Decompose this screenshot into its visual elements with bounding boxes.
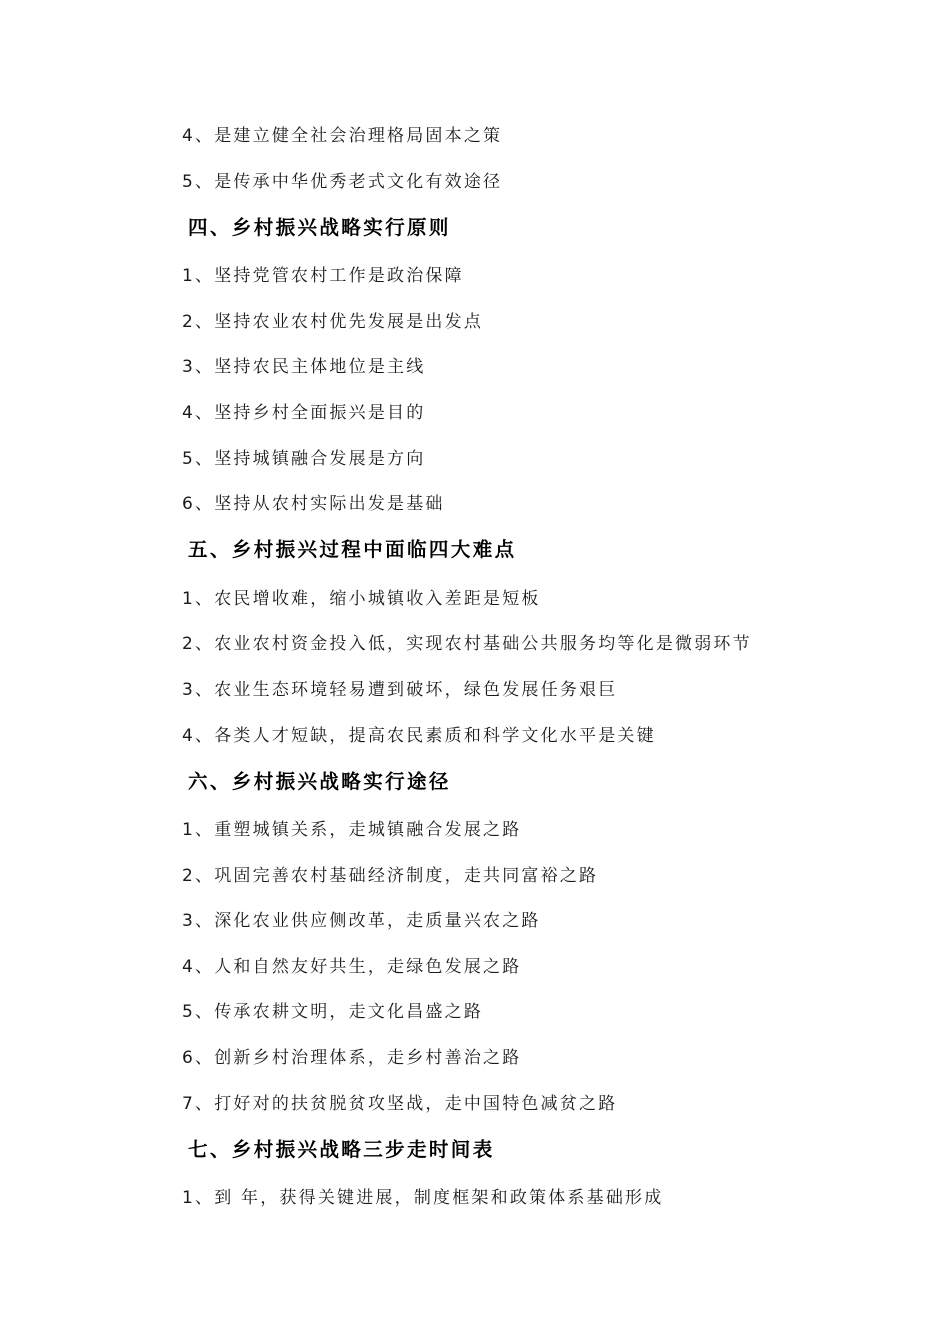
list-item: 7、打好对的扶贫脱贫攻坚战，走中国特色减贫之路 xyxy=(182,1094,618,1114)
list-item: 2、巩固完善农村基础经济制度，走共同富裕之路 xyxy=(182,866,599,886)
list-item: 5、是传承中华优秀老式文化有效途径 xyxy=(182,172,503,192)
list-item: 6、创新乡村治理体系，走乡村善治之路 xyxy=(182,1048,522,1068)
section-heading: 七、乡村振兴战略三步走时间表 xyxy=(188,1138,495,1161)
list-item: 3、坚持农民主体地位是主线 xyxy=(182,357,426,377)
list-item: 2、坚持农业农村优先发展是出发点 xyxy=(182,312,484,332)
list-item: 1、重塑城镇关系，走城镇融合发展之路 xyxy=(182,820,522,840)
list-item: 4、是建立健全社会治理格局固本之策 xyxy=(182,126,503,146)
section-heading: 五、乡村振兴过程中面临四大难点 xyxy=(188,538,517,561)
section-heading: 四、乡村振兴战略实行原则 xyxy=(188,216,451,239)
list-item: 3、农业生态环境轻易遭到破坏，绿色发展任务艰巨 xyxy=(182,680,618,700)
list-item: 1、农民增收难，缩小城镇收入差距是短板 xyxy=(182,589,541,609)
list-item: 1、坚持党管农村工作是政治保障 xyxy=(182,266,464,286)
list-item: 2、农业农村资金投入低，实现农村基础公共服务均等化是微弱环节 xyxy=(182,634,752,654)
list-item: 4、各类人才短缺，提高农民素质和科学文化水平是关键 xyxy=(182,726,656,746)
list-item: 1、到 年，获得关键进展，制度框架和政策体系基础形成 xyxy=(182,1188,664,1208)
list-item: 3、深化农业供应侧改革，走质量兴农之路 xyxy=(182,911,541,931)
list-item: 4、人和自然友好共生，走绿色发展之路 xyxy=(182,957,522,977)
list-item: 4、坚持乡村全面振兴是目的 xyxy=(182,403,426,423)
list-item: 6、坚持从农村实际出发是基础 xyxy=(182,494,445,514)
list-item: 5、坚持城镇融合发展是方向 xyxy=(182,449,426,469)
section-heading: 六、乡村振兴战略实行途径 xyxy=(188,770,451,793)
list-item: 5、传承农耕文明，走文化昌盛之路 xyxy=(182,1002,484,1022)
